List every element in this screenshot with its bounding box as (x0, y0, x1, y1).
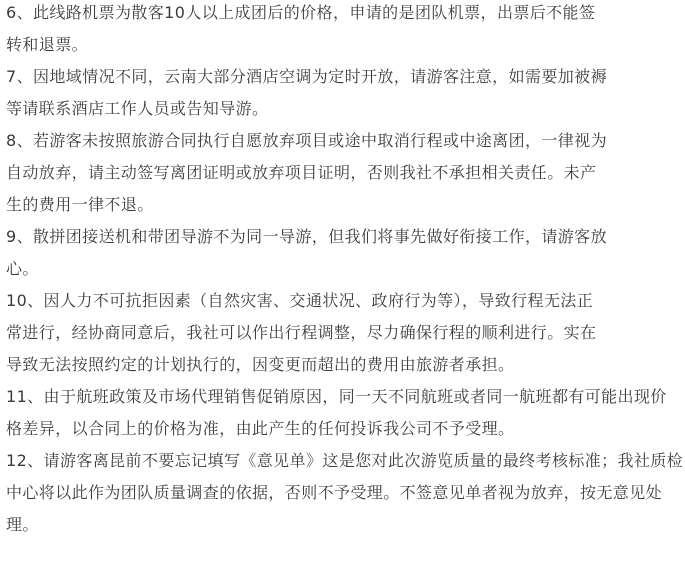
text-line-2: 转和退票。 (6, 35, 89, 54)
text-line-9: 心。 (6, 259, 39, 278)
text-line-4: 等请联系酒店工作人员或告知导游。 (6, 99, 269, 118)
text-line-17: 理。 (6, 515, 39, 534)
text-line-7: 生的费用一律不退。 (6, 195, 154, 214)
text-line-15: 12、请游客离昆前不要忘记填写《意见单》这是您对此次游览质量的最终考核标准；我社质检 (6, 451, 684, 470)
text-line-14: 格差异，以合同上的价格为准，由此产生的任何投诉我公司不予受理。 (6, 419, 515, 438)
text-line-1: 6、此线路机票为散客10人以上成团后的价格，申请的是团队机票，出票后不能签 (6, 3, 596, 22)
text-line-10: 10、因人力不可抗拒因素（自然灾害、交通状况、政府行为等），导致行程无法正 (6, 291, 594, 310)
text-line-3: 7、因地域情况不同，云南大部分酒店空调为定时开放，请游客注意，如需要加被褥 (6, 67, 607, 86)
text-line-12: 导致无法按照约定的计划执行的，因变更而超出的费用由旅游者承担。 (6, 355, 515, 374)
text-line-16: 中心将以此作为团队质量调查的依据，否则不予受理。不签意见单者视为放弃，按无意见处 (6, 483, 663, 502)
text-line-5: 8、若游客未按照旅游合同执行自愿放弃项目或途中取消行程或中途离团，一律视为 (6, 131, 607, 150)
text-line-8: 9、散拼团接送机和带团导游不为同一导游，但我们将事先做好衔接工作，请游客放 (6, 227, 607, 246)
text-line-13: 11、由于航班政策及市场代理销售促销原因，同一天不同航班或者同一航班都有可能出现价 (6, 387, 667, 406)
text-line-11: 常进行，经协商同意后，我社可以作出行程调整，尽力确保行程的顺利进行。实在 (6, 323, 597, 342)
notice-document (6, 3, 684, 547)
text-line-6: 自动放弃，请主动签写离团证明或放弃项目证明，否则我社不承担相关责任。未产 (6, 163, 597, 182)
